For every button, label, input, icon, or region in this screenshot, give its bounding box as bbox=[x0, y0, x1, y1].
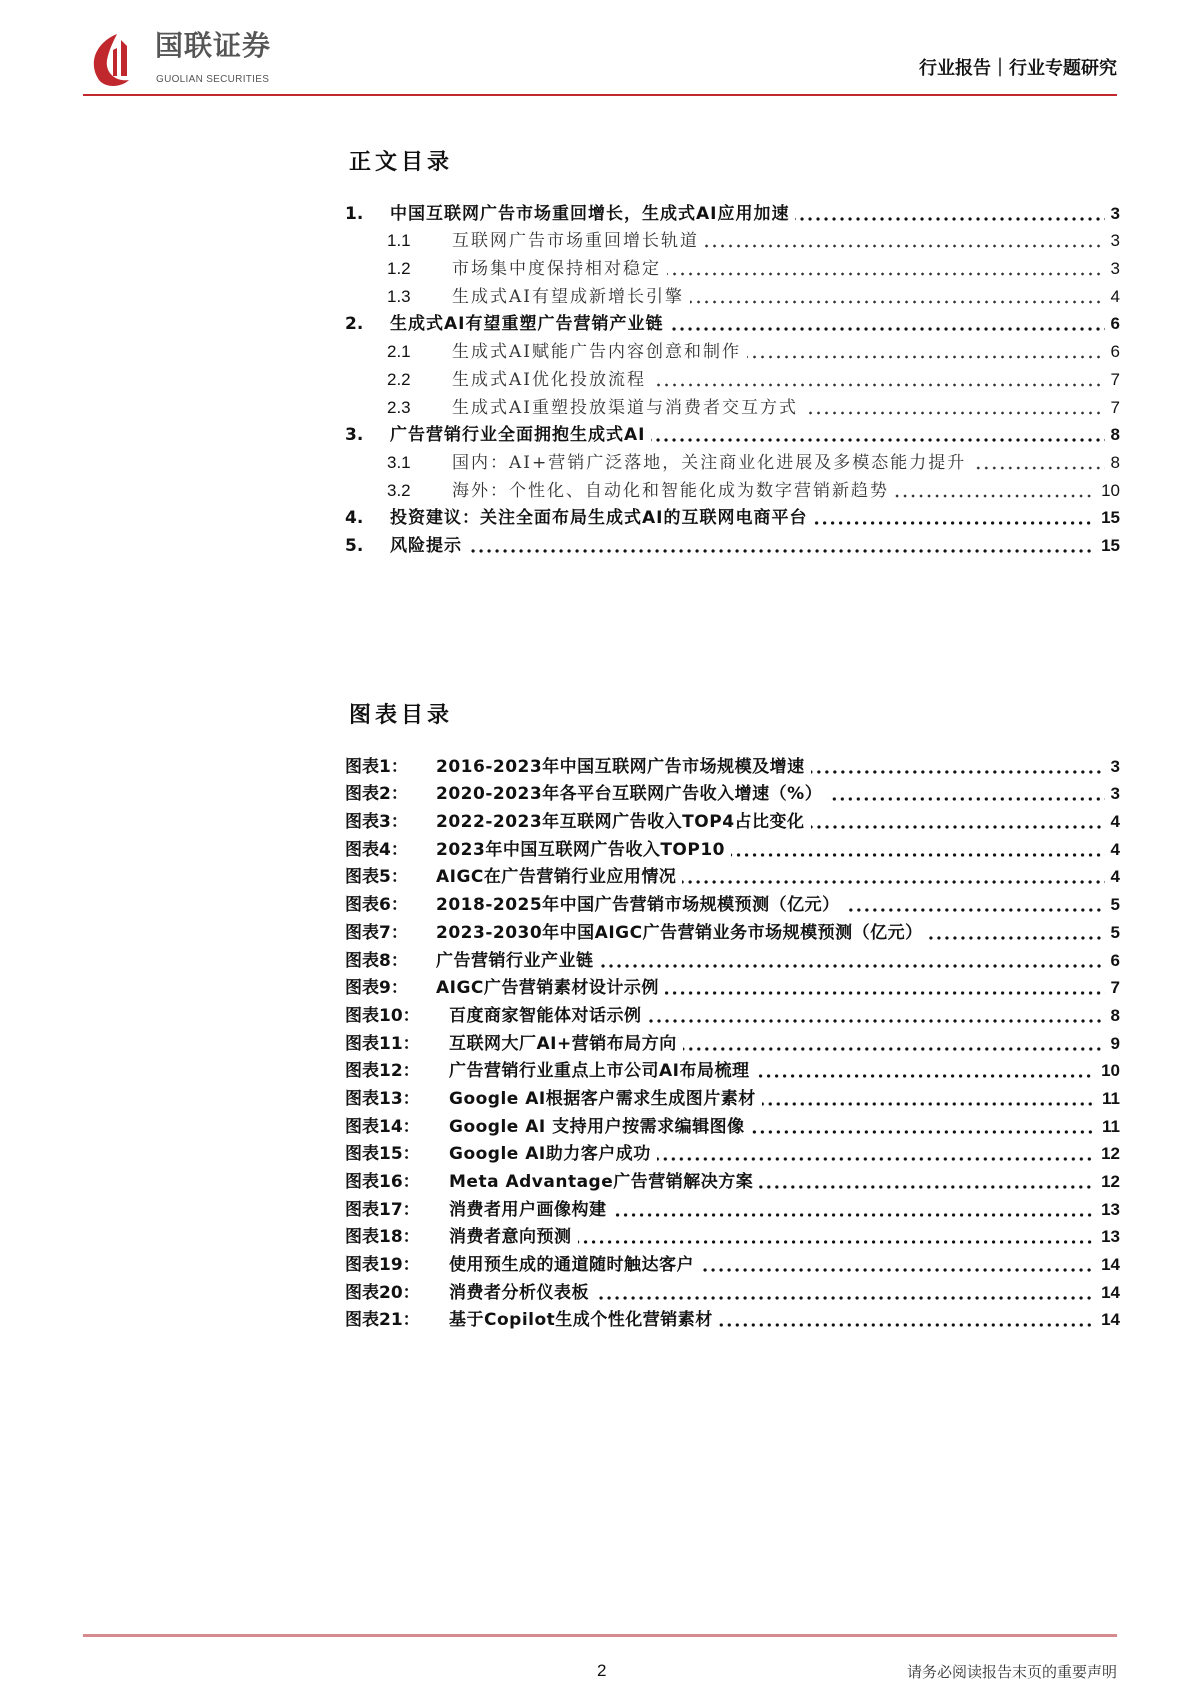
figure-entry-title: 2016-2023年中国互联网广告市场规模及增速 bbox=[436, 756, 805, 777]
figure-entry-page: 13 bbox=[1101, 1227, 1120, 1247]
toc-entry-title: 市场集中度保持相对稳定 bbox=[452, 259, 661, 280]
figure-entry-label: 图表1： bbox=[345, 756, 408, 777]
toc-entry-number: 1.2 bbox=[387, 259, 411, 279]
dot-leader bbox=[468, 549, 1095, 553]
figure-entry-title: AIGC广告营销素材设计示例 bbox=[436, 978, 659, 999]
toc-entry-page: 3 bbox=[1110, 203, 1120, 223]
figure-entry-title: 基于Copilot生成个性化营销素材 bbox=[449, 1310, 713, 1331]
figure-entry-title: 2020-2023年各平台互联网广告收入增速（%） bbox=[436, 784, 823, 805]
dot-leader bbox=[846, 908, 1105, 912]
toc-entry-page: 15 bbox=[1101, 535, 1120, 555]
dot-leader bbox=[665, 991, 1105, 995]
figure-entry[interactable] bbox=[345, 1277, 1120, 1305]
dot-leader bbox=[669, 327, 1104, 331]
toc-entry-title: 生成式AI赋能广告内容创意和制作 bbox=[452, 342, 741, 363]
figure-entry-title: 广告营销行业产业链 bbox=[436, 950, 594, 971]
dot-leader bbox=[613, 1213, 1096, 1217]
figure-entry[interactable] bbox=[345, 1222, 1120, 1250]
logo-flame-icon bbox=[87, 32, 139, 88]
figure-entry-page: 3 bbox=[1110, 756, 1120, 776]
figure-entry-label: 图表4： bbox=[345, 839, 408, 860]
toc-entry[interactable] bbox=[345, 392, 1120, 420]
figure-entry-label: 图表5： bbox=[345, 867, 408, 888]
figure-entry-title: Meta Advantage广告营销解决方案 bbox=[449, 1172, 754, 1192]
figure-entry[interactable] bbox=[345, 1249, 1120, 1277]
dot-leader bbox=[795, 217, 1104, 221]
toc-entry[interactable] bbox=[345, 309, 1120, 337]
toc-entry[interactable] bbox=[345, 336, 1120, 364]
dot-leader bbox=[682, 880, 1104, 884]
figure-entry-page: 8 bbox=[1110, 1005, 1120, 1025]
toc-entry-page: 7 bbox=[1110, 369, 1120, 389]
figure-entry-title: 2022-2023年互联网广告收入TOP4占比变化 bbox=[436, 812, 805, 833]
figure-entry-label: 图表7： bbox=[345, 922, 408, 943]
toc-entry-number: 2.3 bbox=[387, 397, 411, 417]
figure-entry-page: 12 bbox=[1101, 1144, 1120, 1164]
company-logo bbox=[87, 28, 317, 90]
dot-leader bbox=[813, 521, 1095, 525]
dot-leader bbox=[657, 1157, 1095, 1161]
toc-entry-number: 2. bbox=[345, 314, 364, 335]
figure-entry-label: 图表13： bbox=[345, 1088, 420, 1109]
dot-leader bbox=[595, 1296, 1095, 1300]
figure-entry-page: 14 bbox=[1101, 1282, 1120, 1302]
dot-leader bbox=[648, 1019, 1105, 1023]
logo-english-name: GUOLIAN SECURITIES bbox=[156, 74, 270, 85]
dot-leader bbox=[600, 964, 1105, 968]
figure-entry-page: 9 bbox=[1110, 1033, 1120, 1053]
toc-entry-number: 3.2 bbox=[387, 480, 411, 500]
report-type: 行业报告｜行业专题研究 bbox=[919, 58, 1117, 79]
figure-entry-title: 2018-2025年中国广告营销市场规模预测（亿元） bbox=[436, 895, 840, 916]
toc-entry-page: 7 bbox=[1110, 397, 1120, 417]
dot-leader bbox=[895, 494, 1095, 498]
toc-entry-page: 8 bbox=[1110, 425, 1120, 445]
figure-entry-title: 百度商家智能体对话示例 bbox=[449, 1005, 642, 1026]
figure-entry[interactable] bbox=[345, 945, 1120, 973]
figure-entry[interactable] bbox=[345, 973, 1120, 1001]
figure-entry[interactable] bbox=[345, 1083, 1120, 1111]
figure-entry-label: 图表8： bbox=[345, 950, 408, 971]
toc-entry-title: 中国互联网广告市场重回增长，生成式AI应用加速 bbox=[390, 203, 790, 224]
toc-entry[interactable] bbox=[345, 226, 1120, 254]
figure-entry[interactable] bbox=[345, 917, 1120, 945]
figure-entry-label: 图表11： bbox=[345, 1033, 420, 1054]
figure-entry-page: 11 bbox=[1102, 1116, 1120, 1136]
contents-title: 正文目录 bbox=[349, 149, 454, 175]
dot-leader bbox=[705, 244, 1105, 248]
figure-entry-page: 4 bbox=[1110, 812, 1120, 832]
figure-entry-title: 广告营销行业重点上市公司AI布局梳理 bbox=[449, 1061, 750, 1082]
figure-entry-title: 消费者意向预测 bbox=[449, 1227, 572, 1248]
toc-entry-page: 10 bbox=[1101, 480, 1120, 500]
toc-entry[interactable] bbox=[345, 447, 1120, 475]
figure-entry-label: 图表6： bbox=[345, 895, 408, 916]
toc-entry-number: 4. bbox=[345, 508, 364, 529]
figure-entry-page: 14 bbox=[1101, 1310, 1120, 1330]
figures-title: 图表目录 bbox=[349, 702, 454, 728]
figure-entry-title: Google AI根据客户需求生成图片素材 bbox=[449, 1088, 756, 1109]
toc-entry[interactable] bbox=[345, 530, 1120, 558]
figure-entry-label: 图表21： bbox=[345, 1310, 420, 1331]
dot-leader bbox=[762, 1102, 1096, 1106]
toc-entry-number: 3.1 bbox=[387, 452, 411, 472]
contents-list bbox=[345, 198, 1120, 558]
toc-entry[interactable] bbox=[345, 420, 1120, 448]
figure-entry-page: 3 bbox=[1110, 784, 1120, 804]
figure-entry-label: 图表20： bbox=[345, 1282, 420, 1303]
dot-leader bbox=[651, 438, 1104, 442]
figure-entry-page: 14 bbox=[1101, 1255, 1120, 1275]
toc-entry-title: 国内：AI+营销广泛落地，关注商业化进展及多模态能力提升 bbox=[452, 452, 967, 473]
figure-entry-label: 图表14： bbox=[345, 1116, 420, 1137]
figure-entry[interactable] bbox=[345, 806, 1120, 834]
dot-leader bbox=[700, 1268, 1095, 1272]
figure-entry-title: Google AI 支持用户按需求编辑图像 bbox=[449, 1116, 745, 1137]
toc-entry-page: 6 bbox=[1110, 342, 1120, 362]
figure-entry-label: 图表15： bbox=[345, 1144, 420, 1165]
figure-entry-page: 6 bbox=[1110, 950, 1120, 970]
figure-entry-title: 使用预生成的通道随时触达客户 bbox=[449, 1255, 694, 1276]
dot-leader bbox=[667, 272, 1105, 276]
figure-entry[interactable] bbox=[345, 1139, 1120, 1167]
figure-entry-label: 图表16： bbox=[345, 1172, 420, 1192]
toc-entry-title: 生成式AI优化投放流程 bbox=[452, 369, 646, 390]
figure-entry[interactable] bbox=[345, 779, 1120, 807]
figure-entry-page: 13 bbox=[1101, 1199, 1120, 1219]
figure-entry-title: 消费者分析仪表板 bbox=[449, 1282, 589, 1303]
dot-leader bbox=[652, 383, 1105, 387]
dot-leader bbox=[719, 1323, 1095, 1327]
toc-entry-page: 8 bbox=[1110, 452, 1120, 472]
figure-entry[interactable] bbox=[345, 1111, 1120, 1139]
header-divider bbox=[83, 94, 1117, 96]
figure-entry-title: AIGC在广告营销行业应用情况 bbox=[436, 867, 677, 888]
dot-leader bbox=[690, 300, 1105, 304]
figures-list bbox=[345, 751, 1120, 1332]
figure-entry-label: 图表12： bbox=[345, 1061, 420, 1082]
toc-entry-number: 1.3 bbox=[387, 286, 411, 306]
figure-entry-label: 图表18： bbox=[345, 1227, 420, 1248]
figure-entry-label: 图表9： bbox=[345, 978, 408, 999]
dot-leader bbox=[683, 1047, 1105, 1051]
figure-entry-page: 12 bbox=[1101, 1172, 1120, 1191]
figure-entry[interactable] bbox=[345, 834, 1120, 862]
dot-leader bbox=[811, 770, 1105, 774]
figure-entry-title: 消费者用户画像构建 bbox=[449, 1199, 607, 1220]
footer-divider bbox=[83, 1634, 1117, 1637]
figure-entry-page: 4 bbox=[1110, 839, 1120, 859]
page-number: 2 bbox=[597, 1661, 607, 1680]
dot-leader bbox=[804, 411, 1105, 415]
toc-entry-page: 4 bbox=[1110, 286, 1120, 306]
dot-leader bbox=[747, 355, 1105, 359]
toc-entry-number: 1.1 bbox=[387, 231, 411, 251]
figure-entry[interactable] bbox=[345, 1305, 1120, 1333]
dot-leader bbox=[929, 936, 1105, 940]
toc-entry[interactable] bbox=[345, 198, 1120, 226]
figure-entry-label: 图表3： bbox=[345, 812, 408, 833]
toc-entry[interactable] bbox=[345, 253, 1120, 281]
figure-entry[interactable] bbox=[345, 1056, 1120, 1084]
toc-entry-number: 5. bbox=[345, 535, 364, 556]
toc-entry-title: 海外：个性化、自动化和智能化成为数字营销新趋势 bbox=[452, 480, 889, 501]
toc-entry-title: 互联网广告市场重回增长轨道 bbox=[452, 231, 699, 252]
figure-entry[interactable] bbox=[345, 889, 1120, 917]
dot-leader bbox=[578, 1240, 1096, 1244]
figure-entry-page: 5 bbox=[1110, 922, 1120, 942]
toc-entry[interactable] bbox=[345, 503, 1120, 531]
toc-entry-title: 生成式AI重塑投放渠道与消费者交互方式 bbox=[452, 397, 798, 418]
dot-leader bbox=[755, 1074, 1095, 1078]
dot-leader bbox=[731, 853, 1105, 857]
figure-entry-title: Google AI助力客户成功 bbox=[449, 1144, 651, 1165]
figure-entry[interactable] bbox=[345, 1028, 1120, 1056]
toc-entry-title: 风险提示 bbox=[390, 535, 462, 556]
toc-entry-number: 2.1 bbox=[387, 342, 411, 362]
figure-entry-title: 2023-2030年中国AIGC广告营销业务市场规模预测（亿元） bbox=[436, 922, 923, 943]
figure-entry-label: 图表19： bbox=[345, 1255, 420, 1276]
toc-entry-page: 3 bbox=[1110, 231, 1120, 251]
dot-leader bbox=[751, 1130, 1096, 1134]
figure-entry[interactable] bbox=[345, 751, 1120, 779]
toc-entry-page: 15 bbox=[1101, 508, 1120, 528]
dot-leader bbox=[828, 797, 1104, 801]
figure-entry-page: 5 bbox=[1110, 895, 1120, 915]
figure-entry-label: 图表10： bbox=[345, 1005, 420, 1026]
figure-entry-label: 图表2： bbox=[345, 784, 408, 805]
figure-entry-page: 10 bbox=[1101, 1061, 1120, 1081]
toc-entry-title: 广告营销行业全面拥抱生成式AI bbox=[390, 425, 646, 446]
figure-entry[interactable] bbox=[345, 862, 1120, 890]
toc-entry-page: 3 bbox=[1110, 259, 1120, 279]
toc-entry[interactable] bbox=[345, 281, 1120, 309]
dot-leader bbox=[759, 1185, 1095, 1189]
toc-entry-number: 3. bbox=[345, 425, 364, 446]
figure-entry-label: 图表17： bbox=[345, 1199, 420, 1220]
dot-leader bbox=[811, 825, 1105, 829]
toc-entry[interactable] bbox=[345, 364, 1120, 392]
figure-entry-title: 互联网大厂AI+营销布局方向 bbox=[449, 1033, 677, 1054]
footer-disclaimer: 请务必阅读报告末页的重要声明 bbox=[906, 1663, 1117, 1681]
dot-leader bbox=[972, 466, 1104, 470]
toc-entry-number: 2.2 bbox=[387, 369, 411, 389]
toc-entry[interactable] bbox=[345, 475, 1120, 503]
logo-chinese-name: 国联证券 bbox=[155, 29, 272, 62]
figure-entry[interactable] bbox=[345, 1166, 1120, 1194]
toc-entry-page: 6 bbox=[1110, 314, 1120, 334]
toc-entry-title: 生成式AI有望成新增长引擎 bbox=[452, 286, 684, 307]
figure-entry-title: 2023年中国互联网广告收入TOP10 bbox=[436, 839, 725, 860]
toc-entry-title: 生成式AI有望重塑广告营销产业链 bbox=[390, 314, 664, 335]
figure-entry[interactable] bbox=[345, 1000, 1120, 1028]
figure-entry-page: 7 bbox=[1110, 978, 1120, 998]
toc-entry-title: 投资建议：关注全面布局生成式AI的互联网电商平台 bbox=[390, 508, 808, 529]
figure-entry-page: 11 bbox=[1102, 1088, 1120, 1108]
figure-entry[interactable] bbox=[345, 1194, 1120, 1222]
figure-entry-page: 4 bbox=[1110, 867, 1120, 887]
toc-entry-number: 1. bbox=[345, 203, 364, 224]
